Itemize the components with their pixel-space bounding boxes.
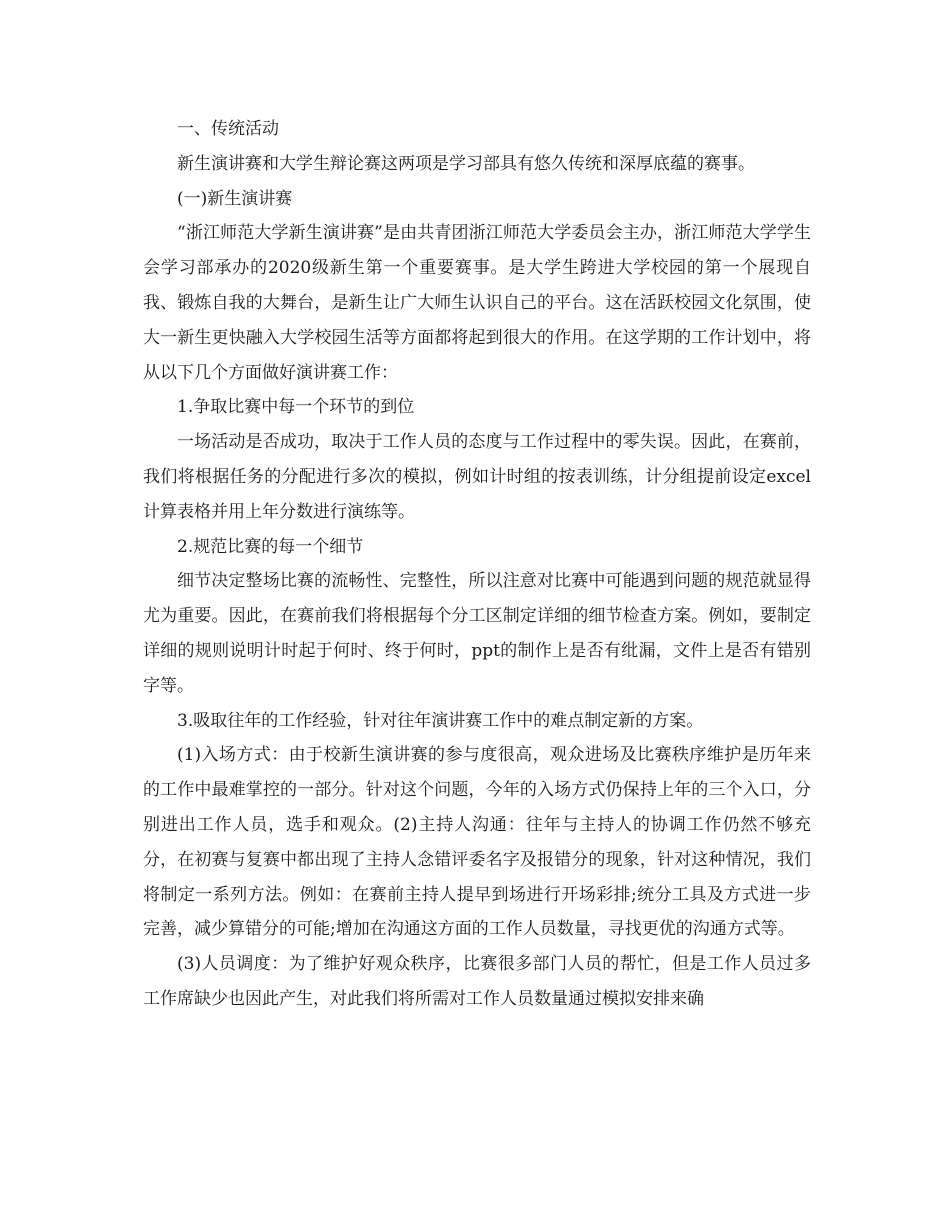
paragraph-entry-and-host: (1)入场方式：由于校新生演讲赛的参与度很高，观众进场及比赛秩序维护是历年来的工作中最难掌控的一部分。针对这个问题，今年的入场方式仍保持上年的三个入口，分别进出工作人员，选手和观众。(2)主持人沟通：往年与主持人的协调工作仍然不够充分，在初赛与复赛中都出现了主持人念错评委名字及报错分的现象，针对这种情况，我们将制定一系列方法。例如：在赛前主持人提早到场进行开场彩排;统分工具及方式进一步完善，减少算错分的可能;增加在沟通这方面的工作人员数量，寻找更优的沟通方式等。 — [143, 745, 811, 940]
paragraph-intro: 新生演讲赛和大学生辩论赛这两项是学习部具有悠久传统和深厚底蕴的赛事。 — [177, 153, 755, 174]
section-heading-traditional-activities: 一、传统活动 — [177, 119, 279, 139]
subsection-heading-speech-contest: (一)新生演讲赛 — [177, 188, 293, 209]
paragraph-speech-contest: “浙江师范大学新生演讲赛”是由共青团浙江师范大学委员会主办，浙江师范大学学生会学习部承办的2020级新生第一个重要赛事。是大学生跨进大学校园的第一个展现自我、锻炼自我的大舞台，是新生让广大师生认识自己的平台。这在活跃校园文化氛围，使大一新生更快融入大学校园生活等方面都将起到很大的作用。在这学期的工作计划中，将从以下几个方面做好演讲赛工作： — [143, 223, 811, 383]
paragraph-item-2: 细节决定整场比赛的流畅性、完整性，所以注意对比赛中可能遇到问题的规范就显得尤为重要。因此，在赛前我们将根据每个分工区制定详细的细节检查方案。例如，要制定详细的规则说明计时起于何时、终于何时，ppt的制作上是否有纰漏，文件上是否有错别字等。 — [143, 571, 811, 696]
paragraph-staffing: (3)人员调度：为了维护好观众秩序，比赛很多部门人员的帮忙，但是工作人员过多工作席缺少也因此产生，对此我们将所需对工作人员数量通过模拟安排来确 — [143, 954, 811, 1009]
item-heading-3: 3.吸取往年的工作经验，针对往年演讲赛工作中的难点制定新的方案。 — [177, 710, 704, 731]
item-heading-1: 1.争取比赛中每一个环节的到位 — [177, 397, 415, 418]
document-body — [143, 112, 811, 1017]
paragraph-item-1: 一场活动是否成功，取决于工作人员的态度与工作过程中的零失误。因此，在赛前，我们将根据任务的分配进行多次的模拟，例如计时组的按表训练，计分组提前设定excel计算表格并用上年分数进行演练等。 — [143, 432, 811, 522]
item-heading-2: 2.规范比赛的每一个细节 — [177, 536, 364, 557]
